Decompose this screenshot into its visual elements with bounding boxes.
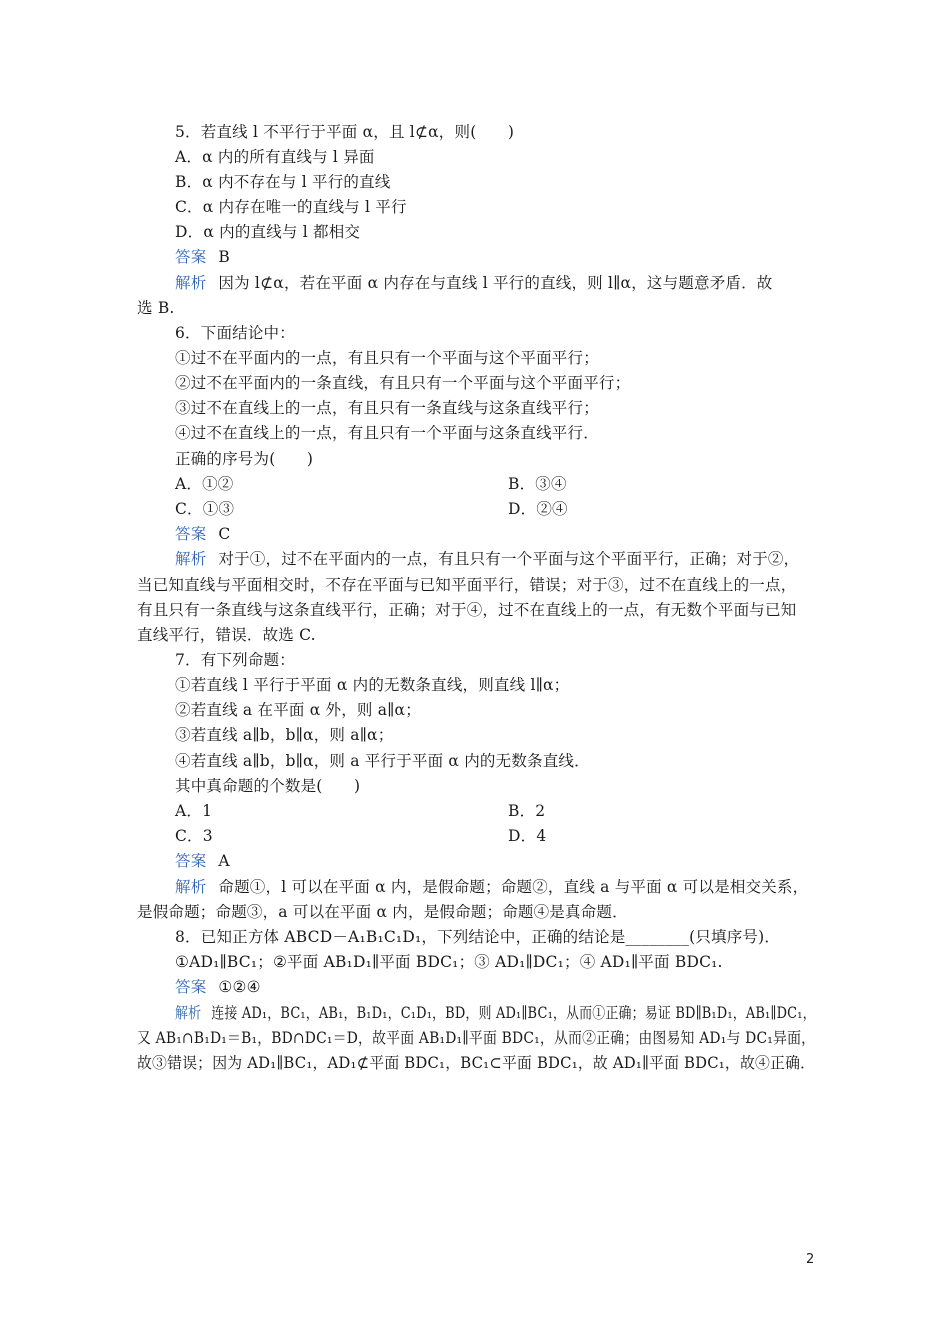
q6-analysis-line-3: 有且只有一条直线与这条直线平行，正确；对于④，过不在直线上的一点，有无数个平面与已知 [137, 601, 797, 619]
q8-analysis-line-1 [175, 1003, 816, 1023]
q5-option-a: A．α 内的所有直线与 l 异面 [175, 148, 375, 166]
q5-answer [175, 247, 230, 267]
q7-option-d: D．4 [508, 827, 547, 845]
q7-option-c: C．3 [175, 827, 213, 845]
q6-analysis-line-2: 当已知直线与平面相交时，不存在平面与已知平面平行，错误；对于③，过不在直线上的一点， [137, 576, 797, 594]
q6-answer [175, 524, 230, 544]
q7-statement-3: ③若直线 a∥b，b∥α，则 a∥α； [175, 726, 394, 744]
q8-analysis-line-3: 故③错误；因为 AD₁∥BC₁，AD₁⊄平面 BDC₁，BC₁⊂平面 BDC₁，故 AD₁∥平面 BDC₁，故④正确． [137, 1054, 816, 1072]
q6-statement-1: ①过不在平面内的一点，有且只有一个平面与这个平面平行； [175, 349, 599, 367]
answer-value: B [218, 248, 230, 266]
analysis-label: 解析 [175, 550, 207, 568]
analysis-text: 连接 AD₁，BC₁，AB₁，B₁D₁，C₁D₁，BD，则 AD₁∥BC₁，从而①正确；易证 BD∥B₁D₁，AB₁∥DC₁， [211, 1004, 816, 1022]
q8-answer [175, 977, 261, 997]
q6-stem: 6．下面结论中： [175, 324, 295, 342]
q7-option-a: A．1 [175, 802, 213, 820]
analysis-label: 解析 [175, 274, 207, 292]
q6-statement-4: ④过不在直线上的一点，有且只有一个平面与这条直线平行． [175, 424, 599, 442]
q6-ask: 正确的序号为( ) [175, 450, 314, 468]
q6-statement-3: ③过不在直线上的一点，有且只有一条直线与这条直线平行； [175, 399, 599, 417]
q6-option-b: B．③④ [508, 475, 567, 493]
q5-option-c: C．α 内存在唯一的直线与 l 平行 [175, 198, 407, 216]
answer-value: ①②④ [218, 978, 261, 996]
q7-analysis-line-2: 是假命题；命题③，a 可以在平面 α 内，是假命题；命题④是真命题． [137, 903, 628, 921]
q7-analysis-line-1 [175, 877, 808, 897]
analysis-label: 解析 [175, 878, 207, 896]
answer-label: 答案 [175, 978, 207, 996]
q5-option-b: B．α 内不存在与 l 平行的直线 [175, 173, 391, 191]
q6-analysis-line-4: 直线平行，错误．故选 C. [137, 626, 316, 644]
q7-ask: 其中真命题的个数是( ) [175, 777, 361, 795]
answer-label: 答案 [175, 248, 207, 266]
q5-option-d: D．α 内的直线与 l 都相交 [175, 223, 361, 241]
answer-value: C [218, 525, 231, 543]
answer-label: 答案 [175, 852, 207, 870]
page-number: 2 [806, 1252, 815, 1267]
analysis-text: 因为 l⊄α，若在平面 α 内存在与直线 l 平行的直线，则 l∥α，这与题意矛盾．故 [218, 274, 773, 292]
q6-analysis-line-1 [175, 549, 799, 569]
q5-stem: 5．若直线 l 不平行于平面 α，且 l⊄α，则( ) [175, 123, 515, 141]
analysis-label: 解析 [175, 1004, 202, 1022]
q6-option-a: A．①② [175, 475, 234, 493]
q7-stem: 7．有下列命题： [175, 651, 295, 669]
q6-statement-2: ②过不在平面内的一条直线，有且只有一个平面与这个平面平行； [175, 374, 631, 392]
q5-analysis-line-1 [175, 273, 773, 293]
q7-option-b: B．2 [508, 802, 546, 820]
q8-analysis-line-2: 又 AB₁∩B₁D₁＝B₁，BD∩DC₁＝D，故平面 AB₁D₁∥平面 BDC₁，从而②正确；由图易知 AD₁与 DC₁异面， [137, 1029, 816, 1047]
q6-option-c: C．①③ [175, 500, 235, 518]
answer-value: A [218, 852, 230, 870]
q8-items: ①AD₁∥BC₁；②平面 AB₁D₁∥平面 BDC₁；③ AD₁∥DC₁；④ AD₁∥平面 BDC₁. [175, 953, 723, 971]
analysis-text: 对于①，过不在平面内的一点，有且只有一个平面与这个平面平行，正确；对于②， [218, 550, 800, 568]
analysis-text: 命题①，l 可以在平面 α 内，是假命题；命题②，直线 a 与平面 α 可以是相交关系， [218, 878, 809, 896]
q7-answer [175, 851, 230, 871]
q5-analysis-line-2: 选 B. [137, 299, 175, 317]
answer-label: 答案 [175, 525, 207, 543]
q7-statement-2: ②若直线 a 在平面 α 外，则 a∥α； [175, 701, 421, 719]
q6-option-d: D．②④ [508, 500, 568, 518]
q8-stem: 8．已知正方体 ABCD－A₁B₁C₁D₁，下列结论中，正确的结论是________(只填序号)． [175, 928, 781, 946]
q7-statement-4: ④若直线 a∥b，b∥α，则 a 平行于平面 α 内的无数条直线． [175, 752, 590, 770]
q7-statement-1: ①若直线 l 平行于平面 α 内的无数条直线，则直线 l∥α； [175, 676, 570, 694]
